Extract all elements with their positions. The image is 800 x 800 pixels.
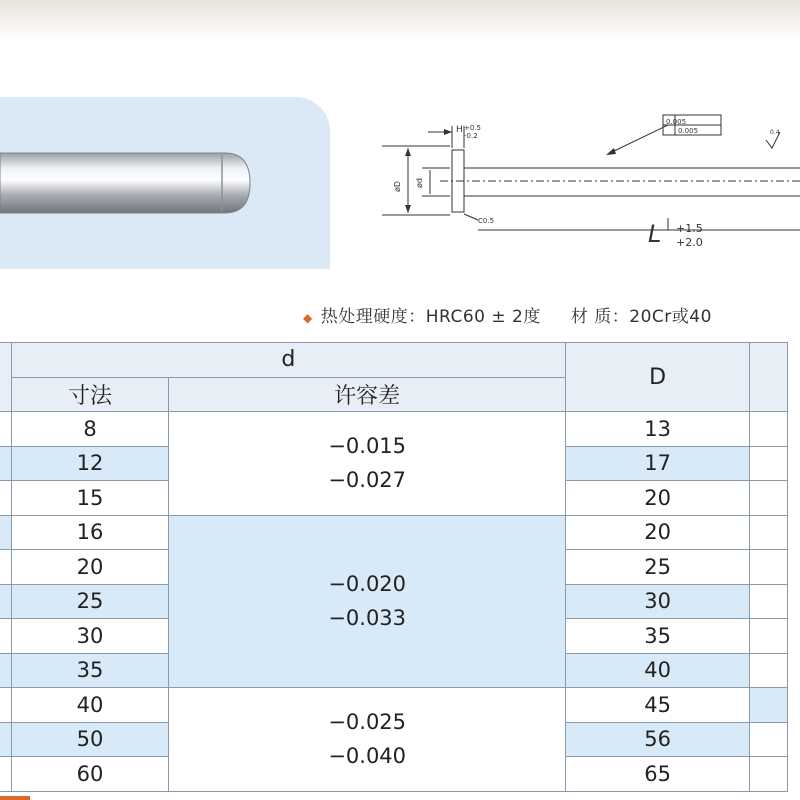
tolerance-upper: −0.025: [328, 710, 407, 735]
tolerance-box-1: 0.005: [666, 118, 687, 126]
material-spec: 材 质：20Cr或40: [570, 307, 712, 327]
h-tolerance-lower: -0.2: [464, 132, 478, 140]
header-right-cell: [750, 343, 788, 412]
h-tolerance-upper: +0.5: [464, 124, 481, 132]
bullet-diamond-icon: ◆: [303, 311, 313, 325]
d-size-cell: 16: [11, 515, 169, 550]
table-row: [0, 515, 788, 550]
tolerance-lower: −0.033: [328, 606, 407, 631]
spec-table: [0, 342, 788, 792]
table-row: [0, 412, 788, 447]
D-cell: 45: [566, 688, 750, 723]
header-tolerance: 许容差: [169, 377, 566, 412]
header-left-cell: [0, 343, 11, 412]
spec-line: [303, 302, 712, 327]
tolerance-cell: [169, 688, 566, 792]
table-row: [0, 688, 788, 723]
L-tolerance-lower: +2.0: [676, 236, 703, 249]
hardness-spec: 热处理硬度：HRC60 ± 2度: [320, 307, 541, 327]
header-d-group: d: [11, 343, 565, 378]
d-size-cell: 25: [11, 584, 169, 619]
chamfer-label: C0.5: [478, 217, 495, 225]
technical-drawing: [378, 110, 800, 260]
L-tolerance-upper: +1.5: [676, 222, 703, 235]
roughness-label: 0.4: [770, 129, 780, 136]
tolerance-upper: −0.015: [328, 434, 407, 459]
h-dimension-label: H: [456, 125, 463, 135]
d-size-cell: 8: [11, 412, 169, 447]
D-cell: 25: [566, 550, 750, 585]
tolerance-lower: −0.040: [328, 744, 407, 769]
accent-bar: [0, 796, 30, 800]
D-cell: 20: [566, 481, 750, 516]
d-size-cell: 20: [11, 550, 169, 585]
tolerance-upper: −0.020: [328, 572, 407, 597]
d-size-cell: 12: [11, 446, 169, 481]
d-size-cell: 50: [11, 722, 169, 757]
header-size: 寸法: [11, 377, 169, 412]
tolerance-lower: −0.027: [328, 468, 407, 493]
D-dimension-label: øD: [393, 180, 402, 192]
tolerance-cell: [169, 515, 566, 688]
D-cell: 30: [566, 584, 750, 619]
D-cell: 35: [566, 619, 750, 654]
d-size-cell: 60: [11, 757, 169, 792]
D-cell: 40: [566, 653, 750, 688]
header-D: D: [566, 343, 750, 412]
d-size-cell: 30: [11, 619, 169, 654]
D-cell: 20: [566, 515, 750, 550]
tolerance-box-2: 0.005: [678, 127, 699, 135]
D-cell: 17: [566, 446, 750, 481]
d-size-cell: 40: [11, 688, 169, 723]
top-banner-strip: [0, 0, 800, 40]
D-cell: 65: [566, 757, 750, 792]
d-dimension-label: ød: [415, 178, 424, 188]
D-cell: 56: [566, 722, 750, 757]
d-size-cell: 15: [11, 481, 169, 516]
L-dimension-label: L: [648, 220, 662, 248]
guide-pin-image: [0, 145, 260, 221]
D-cell: 13: [566, 412, 750, 447]
d-size-cell: 35: [11, 653, 169, 688]
tolerance-cell: [169, 412, 566, 516]
